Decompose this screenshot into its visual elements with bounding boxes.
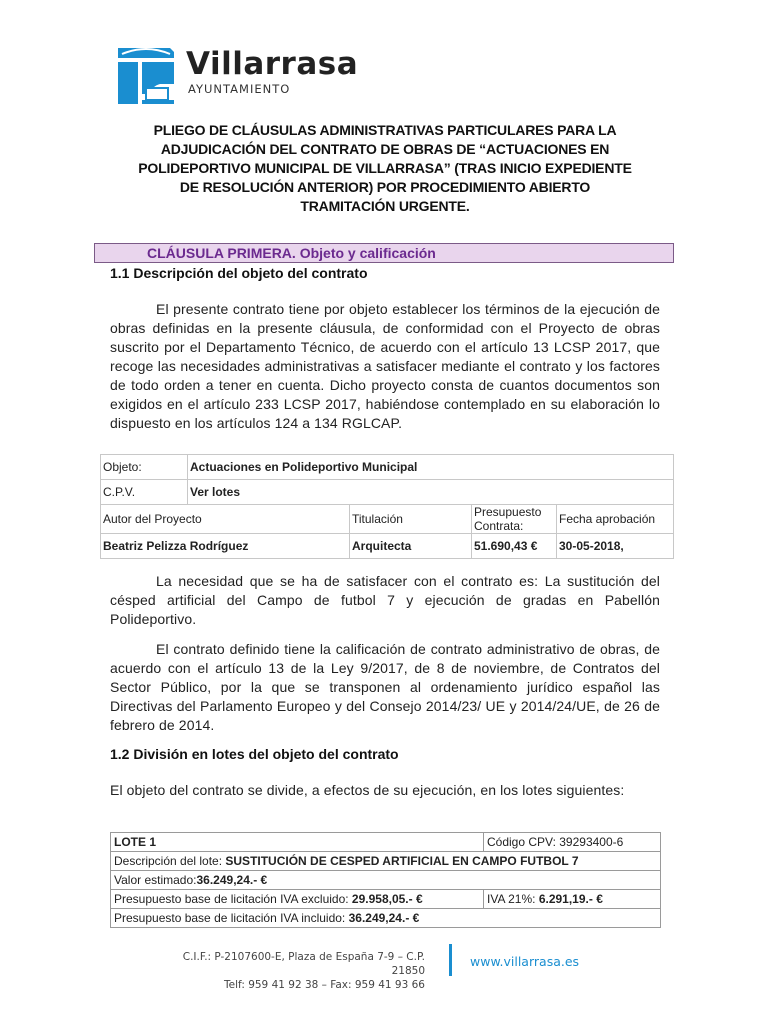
valor-value: 36.249,24.- € [196, 873, 268, 887]
paragraph-lotes: El objeto del contrato se divide, a efectos de su ejecución, en los lotes siguientes: [110, 782, 625, 798]
table-row [101, 534, 674, 559]
base-incl-value: 36.249,24.- € [348, 911, 420, 925]
table-cell [111, 852, 661, 871]
lote-cpv: Código CPV: 39293400-6 [484, 833, 661, 852]
clause-heading [94, 243, 674, 263]
footer-line: Telf: 959 41 92 38 – Fax: 959 41 93 66 [223, 979, 425, 991]
table-header-cell: Fecha aprobación [557, 505, 674, 534]
base-excl-value: 29.958,05.- € [351, 892, 423, 906]
table-row [111, 871, 661, 890]
valor-label: Valor estimado: [114, 873, 197, 887]
table-cell: Arquitecta [350, 534, 472, 559]
table-header-cell: Titulación [350, 505, 472, 534]
section-heading-1-2: 1.2 División en lotes del objeto del contrato [110, 746, 399, 762]
table-row [111, 852, 661, 871]
table-cell [111, 871, 661, 890]
document-title [100, 121, 670, 216]
project-table [100, 454, 674, 559]
paragraph-text: El presente contrato tiene por objeto establecer los términos de la ejecución de obras definidas en la presente cláusula, de conformidad con el Proyecto de obras suscrito por el Departamento Técnico, de acuerdo con el artículo 13 LCSP 2017, que recoge las necesidades administrativas a satisfacer mediante el contrato y los factores de todo orden a tener en cuenta. Dicho proyecto consta de cuantos documentos son exigidos en el artículo 233 LCSP 2017, habiéndose contemplado en su elaboración lo dispuesto en los artículos 124 a 134 RGLCAP. [110, 301, 660, 431]
footer-website-link[interactable]: www.villarrasa.es [470, 954, 580, 969]
lote-table [110, 832, 661, 928]
table-row [101, 480, 674, 505]
paragraph-calificacion [110, 640, 660, 735]
table-cell: 51.690,43 € [472, 534, 557, 559]
table-cell: Beatriz Pelizza Rodríguez [101, 534, 350, 559]
footer-address [150, 950, 425, 992]
table-header-cell: Autor del Proyecto [101, 505, 350, 534]
table-header-cell: Presupuesto Contrata: [472, 505, 557, 534]
table-cell: Ver lotes [188, 480, 674, 505]
table-row [111, 909, 661, 928]
title-line: ADJUDICACIÓN DEL CONTRATO DE OBRAS DE “ACTUACIONES EN [160, 141, 610, 157]
base-incl-label: Presupuesto base de licitación IVA incluido: [114, 911, 349, 925]
logo [116, 44, 359, 106]
iva-label: IVA 21%: [487, 892, 539, 906]
table-cell: Objeto: [101, 455, 188, 480]
logo-name: Villarrasa [186, 46, 359, 82]
table-row [111, 833, 661, 852]
title-line: DE RESOLUCIÓN ANTERIOR) POR PROCEDIMIENTO ABIERTO [179, 179, 591, 195]
paragraph-objeto [110, 300, 660, 433]
table-cell: C.P.V. [101, 480, 188, 505]
footer-divider [449, 944, 452, 976]
table-cell: 30-05-2018, [557, 534, 674, 559]
table-row [101, 505, 674, 534]
table-row [111, 890, 661, 909]
table-cell [484, 890, 661, 909]
lote-title: LOTE 1 [111, 833, 484, 852]
table-cell [111, 890, 484, 909]
title-line: TRAMITACIÓN URGENTE. [300, 198, 470, 214]
lote-desc-label: Descripción del lote: [114, 854, 226, 868]
table-cell: Actuaciones en Polideportivo Municipal [188, 455, 674, 480]
paragraph-necesidad [110, 572, 660, 629]
table-row [101, 455, 674, 480]
paragraph-text: La necesidad que se ha de satisfacer con el contrato es: La sustitución del césped artificial del Campo de futbol 7 y ejecución de gradas en Pabellón Polideportivo. [110, 573, 660, 627]
logo-emblem-icon [116, 44, 180, 106]
section-heading-1-1: 1.1 Descripción del objeto del contrato [110, 265, 368, 281]
title-line: PLIEGO DE CLÁUSULAS ADMINISTRATIVAS PARTICULARES PARA LA [153, 122, 617, 138]
lote-desc-value: SUSTITUCIÓN DE CESPED ARTIFICIAL EN CAMPO FUTBOL 7 [225, 854, 579, 868]
table-cell [111, 909, 661, 928]
paragraph-text: El contrato definido tiene la calificación de contrato administrativo de obras, de acuerdo con el artículo 13 de la Ley 9/2017, de 8 de noviembre, de Contratos del Sector Público, por la que se transponen al ordenamiento jurídico español las Directivas del Parlamento Europeo y del Consejo 2014/23/ UE y 2014/24/UE, de 26 de febrero de 2014. [110, 641, 660, 733]
footer-line: C.I.F.: P-2107600-E, Plaza de España 7-9 – C.P. 21850 [182, 951, 425, 977]
title-line: POLIDEPORTIVO MUNICIPAL DE VILLARRASA” (TRAS INICIO EXPEDIENTE [138, 160, 632, 176]
iva-value: 6.291,19.- € [538, 892, 603, 906]
clause-heading-text: CLÁUSULA PRIMERA. Objeto y calificación [147, 245, 436, 261]
base-excl-label: Presupuesto base de licitación IVA excluido: [114, 892, 352, 906]
logo-subtitle: AYUNTAMIENTO [188, 82, 291, 96]
